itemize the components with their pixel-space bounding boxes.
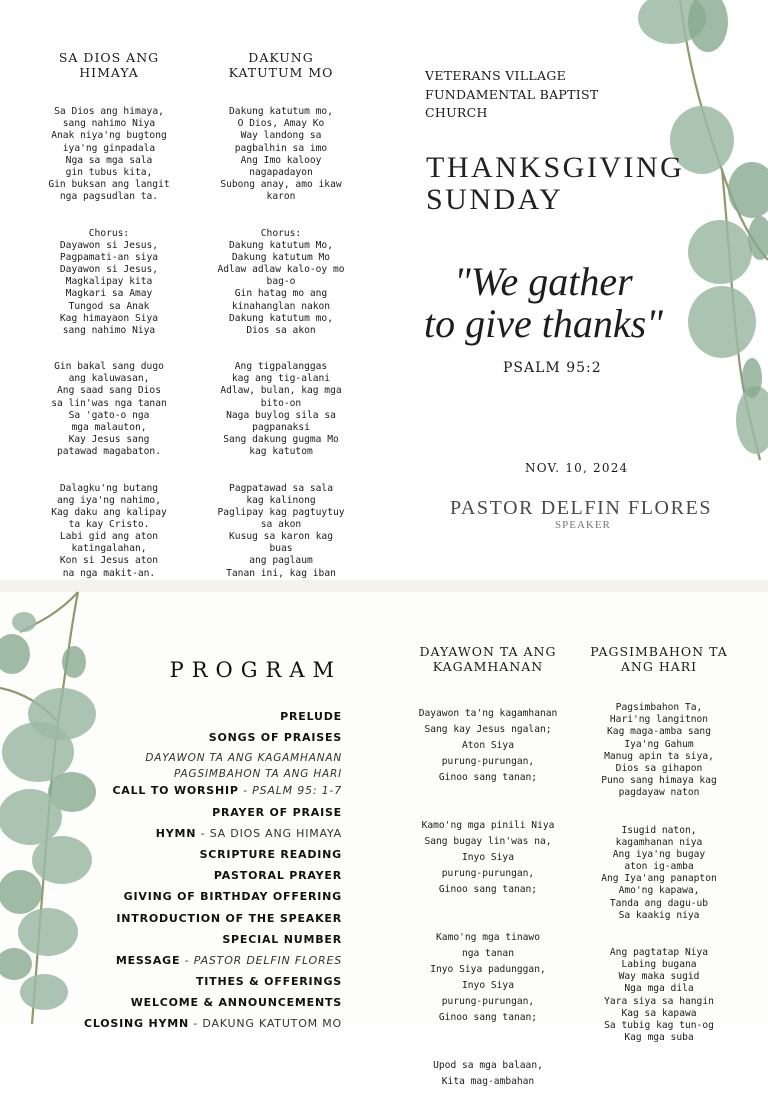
eucalyptus-top-right-decoration: [610, 0, 768, 470]
program-item-prelude: PRELUDE: [280, 710, 342, 723]
stanza: Isugid naton, kagamhanan niya Ang iya'ng bugay aton ig-amba Ang Iya'ang panapton Amo'ng kapawa, Tanda ang dagu-ub Sa kaakig niya: [601, 824, 717, 921]
program-item-special-number: SPECIAL NUMBER: [222, 932, 342, 946]
hymn-title: SA DIOS ANG HIMAYA: [58, 50, 160, 80]
program-item-prayer-of-praise: PRAYER OF PRAISE: [212, 805, 342, 819]
church-name: VETERANS VILLAGE FUNDAMENTAL BAPTIST CHURCH: [425, 68, 599, 120]
psalm-reference: PSALM 95:2: [503, 360, 602, 376]
stanza: Gin bakal sang dugo ang kaluwasan, Ang saad sang Dios sa lin'was nga tanan Sa 'gato-o nga mga malauton, Kay Jesus sang patawad magabaton.: [51, 361, 167, 458]
program-item-songs-of-praises: SONGS OF PRAISES: [208, 731, 342, 745]
hymn-pagsimbahon-ta-ang-hari: [578, 644, 740, 1068]
stanza: Ang pagtatap Niya Labing bugana Way maka sugid Nga mga dila Yara siya sa hangin Kag sa kapawa Sa tubig kag tun-og Kag mga suba: [604, 946, 714, 1044]
chorus: Chorus: Dakung katutum Mo, Dakung katutum Mo Adlaw adlaw kalo-oy mo bag-o Gin hatag mo ang kinahanglan nakon Dakung katutum mo, Dios sa akon: [217, 227, 345, 336]
stanza: Dakung katutum mo, O Dios, Amay Ko Way landong sa pagbalhin sa imo Ang Imo kalooy nagapadayon Subong anay, amo ikaw karon: [220, 106, 342, 203]
program-item-tithes-offerings: TITHES & OFFERINGS: [195, 975, 342, 989]
theme-quote: "We gather to give thanks": [424, 259, 663, 346]
stanza: Ang tigpalanggas kag ang tig-alani Adlaw, bulan, kag mga bito-on Naga buylog sila sa pagpanaksi Sang dakung gugma Mo kag katutom: [220, 361, 342, 458]
program-item-scripture-reading: SCRIPTURE READING: [199, 847, 342, 861]
hymn-title: PAGSIMBAHON TA ANG HARI: [590, 644, 728, 674]
stanza: Upod sa mga balaan, Kita mag-ambahan: [433, 1060, 543, 1087]
program-subitem: DAYAWON TA ANG KAGAMHANAN: [145, 752, 342, 765]
program-item-closing-hymn: CLOSING HYMN - DAKUNG KATUTOM MO: [83, 1017, 342, 1031]
hymn-lyrics: [190, 94, 372, 616]
hymn-title: DAYAWON TA ANG KAGAMHANAN: [419, 644, 557, 674]
hymn-lyrics: [578, 690, 740, 1068]
stanza: Dayawon ta'ng kagamhanan Sang kay Jesus ngalan; Aton Siya purung-purungan, Ginoo sang tanan;: [418, 708, 558, 783]
stanza: Dalagku'ng butang ang iya'ng nahimo, Kag daku ang kalipay ta kay Cristo. Labi gid ang aton katingalahan, Kon si Jesus aton na nga makit-an.: [51, 482, 167, 579]
speaker-name: PASTOR DELFIN FLORES: [450, 497, 713, 519]
program-item-pastoral-prayer: PASTORAL PRAYER: [213, 869, 342, 883]
program-item-introduction-speaker: INTRODUCTION OF THE SPEAKER: [116, 911, 342, 925]
program-list: [84, 710, 342, 1039]
stanza: Kamo'ng mga tinawo nga tanan Inyo Siya padunggan, Inyo Siya purung-purungan, Ginoo sang tanan;: [430, 932, 546, 1023]
chorus: Chorus: Dayawon si Jesus, Pagpamati-an siya Dayawon si Jesus, Magkalipay kita Magkari sa Amay Tungod sa Anak Kag himayaon Siya sang nahimo Niya: [59, 227, 159, 336]
event-date: NOV. 10, 2024: [525, 461, 629, 475]
page-divider: [0, 580, 768, 592]
program-subitem: PAGSIMBAHON TA ANG HARI: [173, 768, 342, 781]
program-item-welcome-announcements: WELCOME & ANNOUNCEMENTS: [130, 996, 342, 1010]
program-item-birthday-offering: GIVING OF BIRTHDAY OFFERING: [123, 890, 342, 904]
stanza: Kamo'ng mga pinili Niya Sang bugay lin'was na, Inyo Siya purung-purungan, Ginoo sang tanan;: [421, 820, 555, 895]
hymn-dakung-katutum-mo: [190, 50, 372, 616]
stanza: Pagsimbahon Ta, Hari'ng langitnon Kag maga-amba sang Iya'ng Gahum Manug apin ta siya, Dios sa gihapon Puno sang himaya kag pagdayaw naton: [601, 702, 717, 799]
hymn-lyrics: [398, 690, 578, 1118]
hymn-sa-dios-ang-himaya: [18, 50, 200, 604]
hymn-title: DAKUNG KATUTUM MO: [228, 50, 334, 80]
speaker-role: SPEAKER: [555, 519, 611, 531]
program-item-call-to-worship: CALL TO WORSHIP - PSALM 95: 1-7: [112, 784, 342, 798]
stanza: Pagpatawad sa sala kag kalinong Paglipay kag pagtuytuy sa akon Kusug sa karon kag buas ang paglaum Tanan ini, kag iban: [217, 482, 345, 579]
hymn-dayawon-ta-ang-kagamhanan: [398, 644, 578, 1118]
program-page: [0, 592, 768, 1087]
program-item-message: MESSAGE - PASTOR DELFIN FLORES: [115, 953, 342, 967]
hymn-lyrics: [18, 94, 200, 604]
program-item-hymn: HYMN - SA DIOS ANG HIMAYA: [155, 826, 342, 840]
program-title: PROGRAM: [169, 658, 342, 682]
stanza: Sa Dios ang himaya, sang nahimo Niya Anak niya'ng bugtong iya'ng ginpadala Nga sa mga sala gin tubus kita, Gin buksan ang langit nga pagsudlan ta.: [48, 106, 170, 203]
event-title: THANKSGIVING SUNDAY: [426, 151, 685, 216]
